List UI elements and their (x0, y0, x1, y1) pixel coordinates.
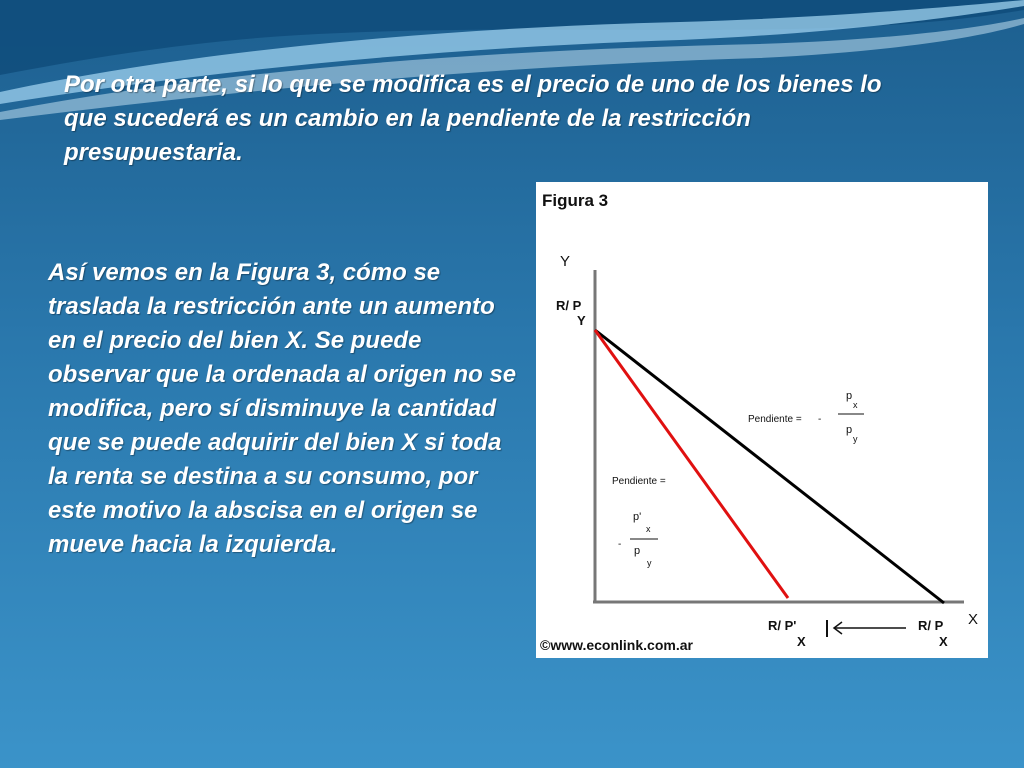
figure-3-panel (536, 182, 988, 658)
side-paragraph: Así vemos en la Figura 3, cómo se traslada la restricción ante un aumento en el precio del bien X. Se puede observar que la ordenada al origen no se modifica, pero sí disminuye la cantidad que se puede adquirir del bien X si toda la renta se destina a su consumo, por este motivo la abscisa en el origen se mueve hacia la izquierda. (48, 259, 517, 558)
x-intercept-original-label: R/ P (918, 618, 944, 633)
x-intercept-new-label: R/ P' (768, 618, 797, 633)
budget-constraint-diagram (536, 182, 988, 658)
y-intercept-label: R/ P (556, 298, 582, 313)
x-intercept-new-subscript: X (797, 634, 806, 649)
top-paragraph: Por otra parte, si lo que se modifica es el precio de uno de los bienes lo que sucederá es un cambio en la pendiente de la restricción presupuestaria. (64, 71, 882, 166)
slope-new-numerator: p' (633, 511, 642, 523)
slope-original-label: Pendiente = (748, 414, 802, 425)
y-intercept-subscript: Y (577, 313, 586, 328)
y-axis-label: Y (560, 253, 571, 270)
figure-title: Figura 3 (542, 191, 609, 210)
figure-credit: ©www.econlink.com.ar (540, 637, 693, 653)
slope-new-label: Pendiente = (612, 476, 666, 487)
slope-original-numerator-sub: x (853, 400, 858, 410)
shift-left-arrow (827, 620, 906, 637)
slope-original-denominator: p (846, 424, 853, 436)
new-budget-line (595, 330, 788, 598)
slope-original-numerator: p (846, 390, 853, 402)
x-axis-label: X (968, 611, 979, 628)
slope-new-denominator: p (634, 545, 641, 557)
slope-original-denominator-sub: y (853, 434, 858, 444)
x-intercept-original-subscript: X (939, 634, 948, 649)
slope-new-numerator-sub: x (646, 524, 651, 534)
slope-new-denominator-sub: y (647, 558, 652, 568)
slope-original-sign: - (818, 414, 822, 425)
slope-new-sign: - (618, 539, 622, 550)
